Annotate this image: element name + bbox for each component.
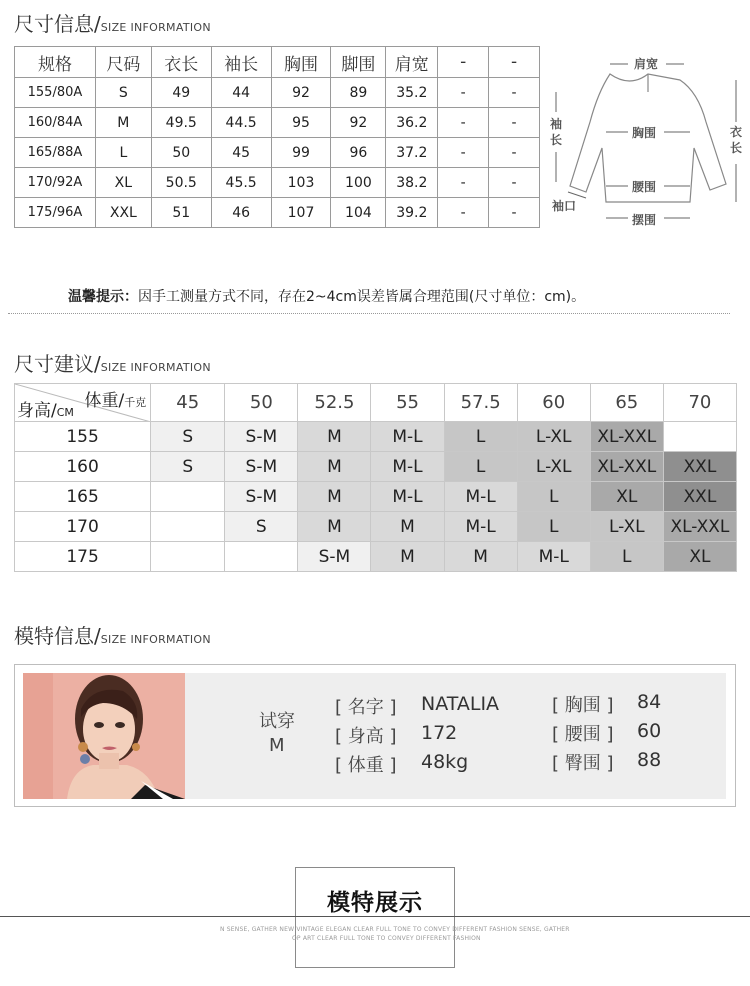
weight-header: 55 <box>371 384 444 422</box>
header-sleeve: 袖长 <box>211 47 271 78</box>
weight-header: 57.5 <box>444 384 517 422</box>
header-blank: - <box>489 47 540 78</box>
table-cell: L <box>95 138 151 168</box>
model-weight: 48kg <box>421 751 469 773</box>
size-info-title-cn: 尺寸信息/ <box>14 12 101 36</box>
height-header: 175 <box>15 542 151 572</box>
weight-axis-label: 体重/千克 <box>84 391 147 411</box>
weight-header: 60 <box>517 384 590 422</box>
table-cell: 92 <box>331 108 386 138</box>
model-name-label: [ 名字 ] <box>335 697 397 718</box>
header-blank: - <box>438 47 489 78</box>
measurement-tip <box>68 286 585 306</box>
table-row <box>15 108 540 138</box>
size-cell: M-L <box>371 422 444 452</box>
size-info-title-en: SIZE INFORMATION <box>100 21 211 34</box>
recommend-title-cn: 尺寸建议/ <box>14 352 101 376</box>
size-cell: M <box>298 452 371 482</box>
weight-header: 45 <box>151 384 225 422</box>
table-cell: - <box>489 138 540 168</box>
table-cell: M <box>95 108 151 138</box>
weight-header: 50 <box>225 384 298 422</box>
weight-header: 70 <box>663 384 736 422</box>
tip-text: 因手工测量方式不同，存在2~4cm误差皆属合理范围(尺寸单位：cm)。 <box>138 289 586 305</box>
table-row <box>15 512 737 542</box>
header-spec: 规格 <box>15 47 96 78</box>
size-cell: M-L <box>444 482 517 512</box>
size-cell: XL <box>590 482 663 512</box>
model-info-card <box>14 664 736 807</box>
table-cell: 38.2 <box>386 168 438 198</box>
table-cell: 44.5 <box>211 108 271 138</box>
size-cell: S-M <box>225 422 298 452</box>
model-waist: 60 <box>637 720 662 742</box>
table-cell: 96 <box>331 138 386 168</box>
diagram-label-length-1: 衣 <box>730 125 743 139</box>
size-cell: L-XL <box>517 452 590 482</box>
table-row <box>15 482 737 512</box>
height-header: 165 <box>15 482 151 512</box>
table-cell: - <box>438 78 489 108</box>
table-cell: 49.5 <box>151 108 211 138</box>
diagram-label-chest: 胸围 <box>632 126 657 140</box>
recommend-body <box>15 422 737 572</box>
table-cell: 165/88A <box>15 138 96 168</box>
size-cell: S <box>151 452 225 482</box>
table-cell: 95 <box>271 108 331 138</box>
garment-measure-diagram <box>548 52 746 230</box>
height-axis-label: 身高/CM <box>17 401 74 421</box>
size-recommend-table <box>14 383 737 572</box>
size-cell: L-XL <box>590 512 663 542</box>
cuff-line <box>568 192 586 198</box>
size-cell: L <box>444 452 517 482</box>
weight-header: 52.5 <box>298 384 371 422</box>
table-row <box>15 78 540 108</box>
size-cell: XL-XXL <box>590 422 663 452</box>
table-row <box>15 422 737 452</box>
table-cell: 103 <box>271 168 331 198</box>
size-cell <box>663 422 736 452</box>
model-info-title-en: SIZE INFORMATION <box>100 633 211 646</box>
size-cell: M-L <box>517 542 590 572</box>
size-cell: M <box>444 542 517 572</box>
table-row <box>15 138 540 168</box>
size-cell: S <box>151 422 225 452</box>
table-cell: 99 <box>271 138 331 168</box>
model-photo <box>23 673 185 799</box>
table-cell: 50 <box>151 138 211 168</box>
size-cell: XXL <box>663 452 736 482</box>
table-cell: - <box>438 138 489 168</box>
table-cell: XL <box>95 168 151 198</box>
size-cell: M-L <box>371 482 444 512</box>
try-on-label: 试穿 <box>259 711 295 732</box>
table-cell: - <box>438 198 489 228</box>
header-size: 尺码 <box>95 47 151 78</box>
model-height-label: [ 身高 ] <box>335 726 397 747</box>
size-cell: L <box>590 542 663 572</box>
table-cell: - <box>489 108 540 138</box>
model-bust: 84 <box>637 691 662 713</box>
try-on-size: M <box>269 735 285 756</box>
size-cell <box>151 482 225 512</box>
size-cell: S <box>225 512 298 542</box>
weight-header: 65 <box>590 384 663 422</box>
table-cell: 104 <box>331 198 386 228</box>
size-cell: S-M <box>298 542 371 572</box>
size-cell: XL-XXL <box>663 512 736 542</box>
table-row <box>15 542 737 572</box>
size-cell: S-M <box>225 482 298 512</box>
model-info-title-cn: 模特信息/ <box>14 624 101 648</box>
model-portrait-illustration <box>23 673 185 799</box>
table-cell: 89 <box>331 78 386 108</box>
size-cell: M <box>298 482 371 512</box>
diagram-label-shoulder: 肩宽 <box>634 57 659 71</box>
table-cell: 45 <box>211 138 271 168</box>
size-cell: M <box>298 422 371 452</box>
size-cell: L <box>517 482 590 512</box>
table-cell: 35.2 <box>386 78 438 108</box>
table-row <box>15 168 540 198</box>
model-hip: 88 <box>637 749 662 771</box>
size-info-title <box>14 8 211 37</box>
table-row <box>15 452 737 482</box>
table-cell: 44 <box>211 78 271 108</box>
size-cell: S-M <box>225 452 298 482</box>
header-length: 衣长 <box>151 47 211 78</box>
table-cell: - <box>438 108 489 138</box>
diagram-label-hem: 摆围 <box>632 213 657 227</box>
size-cell <box>151 542 225 572</box>
size-cell: XXL <box>663 482 736 512</box>
height-header: 160 <box>15 452 151 482</box>
model-hip-label: [ 臀围 ] <box>552 753 614 774</box>
model-info-title <box>14 620 211 649</box>
table-cell: 100 <box>331 168 386 198</box>
size-cell <box>151 512 225 542</box>
table-cell: 46 <box>211 198 271 228</box>
diagram-label-sleeve-2: 长 <box>550 133 563 147</box>
table-cell: - <box>438 168 489 198</box>
table-cell: 160/84A <box>15 108 96 138</box>
table-cell: 36.2 <box>386 108 438 138</box>
size-info-header-row <box>15 47 540 78</box>
size-cell: L-XL <box>517 422 590 452</box>
model-name: NATALIA <box>421 693 500 715</box>
showcase-tagline-2: OP ART CLEAR FULL TONE TO CONVEY DIFFERENT FASHION <box>292 935 481 942</box>
table-cell: 51 <box>151 198 211 228</box>
diagram-label-length-2: 长 <box>730 141 743 155</box>
size-cell: M-L <box>371 452 444 482</box>
model-weight-label: [ 体重 ] <box>335 755 397 776</box>
model-bust-label: [ 胸围 ] <box>552 695 614 716</box>
table-row <box>15 198 540 228</box>
table-cell: - <box>489 198 540 228</box>
table-cell: 170/92A <box>15 168 96 198</box>
header-shoulder: 肩宽 <box>386 47 438 78</box>
table-cell: - <box>489 78 540 108</box>
size-cell: L <box>517 512 590 542</box>
model-waist-label: [ 腰围 ] <box>552 724 614 745</box>
recommend-title <box>14 348 211 377</box>
diagram-label-cuff: 袖口 <box>552 199 577 213</box>
table-cell: S <box>95 78 151 108</box>
model-height: 172 <box>421 722 458 744</box>
diagram-label-sleeve-1: 袖 <box>550 117 563 131</box>
table-cell: 175/96A <box>15 198 96 228</box>
table-cell: 37.2 <box>386 138 438 168</box>
table-cell: 45.5 <box>211 168 271 198</box>
size-info-table <box>14 46 540 228</box>
size-cell: M <box>298 512 371 542</box>
size-cell <box>225 542 298 572</box>
showcase-frame <box>295 867 455 968</box>
showcase-tagline-1: N SENSE, GATHER NEW VINTAGE ELEGAN CLEAR FULL TONE TO CONVEY DIFFERENT FASHION SENSE, GATHER <box>220 926 570 933</box>
corner-header <box>15 384 151 422</box>
table-cell: 107 <box>271 198 331 228</box>
height-header: 155 <box>15 422 151 452</box>
size-cell: M-L <box>444 512 517 542</box>
table-cell: 92 <box>271 78 331 108</box>
diagram-label-waist: 腰围 <box>632 180 657 194</box>
height-header: 170 <box>15 512 151 542</box>
size-cell: M <box>371 542 444 572</box>
header-chest: 胸围 <box>271 47 331 78</box>
dotted-divider <box>8 313 730 314</box>
showcase-title: 模特展示 <box>327 890 423 916</box>
tip-label: 温馨提示： <box>68 289 138 305</box>
recommend-title-en: SIZE INFORMATION <box>100 361 211 374</box>
table-cell: 49 <box>151 78 211 108</box>
size-cell: M <box>371 512 444 542</box>
size-cell: XL-XXL <box>590 452 663 482</box>
table-cell: - <box>489 168 540 198</box>
size-cell: L <box>444 422 517 452</box>
table-cell: XXL <box>95 198 151 228</box>
recommend-header-row <box>15 384 737 422</box>
model-info-panel <box>23 673 726 799</box>
table-cell: 50.5 <box>151 168 211 198</box>
table-cell: 155/80A <box>15 78 96 108</box>
size-cell: XL <box>663 542 736 572</box>
header-hem: 脚围 <box>331 47 386 78</box>
table-cell: 39.2 <box>386 198 438 228</box>
